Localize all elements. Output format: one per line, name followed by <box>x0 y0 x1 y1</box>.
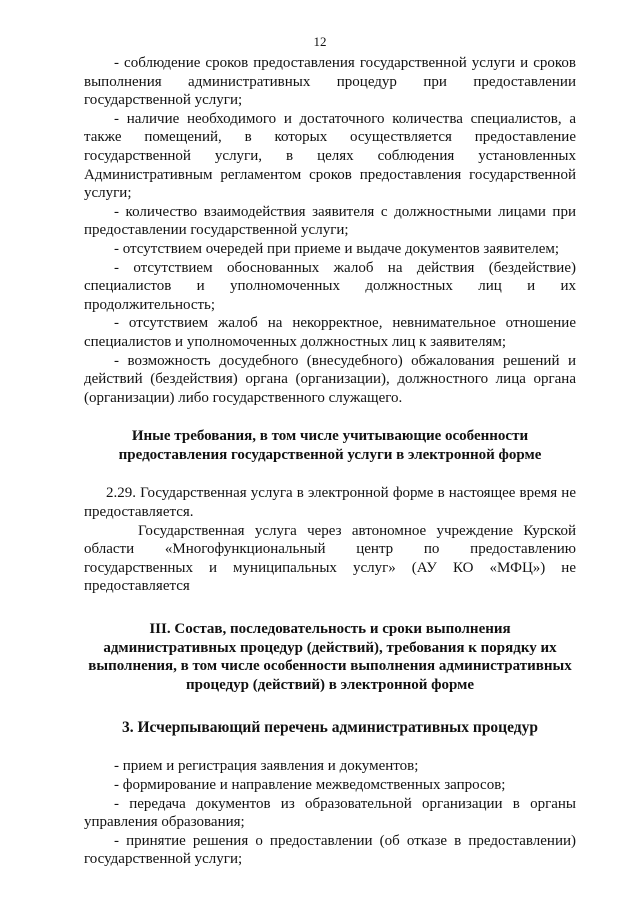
list-item: - количество взаимодействия заявителя с должностными лицами при предоставлении государственной услуги; <box>84 203 576 239</box>
list-item: - возможность досудебного (внесудебного) обжалования решений и действий (бездействия) органа (организации), должностного лица органа (организации) либо государственного служащего. <box>84 352 576 406</box>
list-item: - прием и регистрация заявления и документов; <box>114 758 419 775</box>
paragraph-2-29: 2.29. Государственная услуга в электронной форме в настоящее время не предоставляется. <box>84 485 576 521</box>
section-heading: Иные требования, в том числе учитывающие особенности предоставления государственной услуги в электронной форме <box>118 428 542 463</box>
list-item: - отсутствием обоснованных жалоб на действия (бездействие) специалистов и уполномоченных должностных лиц и их продолжительность; <box>84 259 576 313</box>
list-item: - принятие решения о предоставлении (об отказе в предоставлении) государственной услуги; <box>84 832 576 868</box>
list-item: - передача документов из образовательной организации в органы управления образования; <box>84 795 576 831</box>
list-item: - соблюдение сроков предоставления государственной услуги и сроков выполнения административных процедур при предоставлении государственной услуги; <box>84 55 576 109</box>
list-item: - отсутствием очередей при приеме и выдаче документов заявителем; <box>114 240 560 257</box>
list-item: - формирование и направление межведомственных запросов; <box>114 777 506 793</box>
chapter-heading: III. Состав, последовательность и сроки выполнения административных процедур (действий), требования к порядку их выполнения, в том числе особенности выполнения административных процедур (действий) в электронной форме <box>88 621 572 693</box>
page-number: 12 <box>313 34 327 49</box>
list-item: - наличие необходимого и достаточного количества специалистов, а также помещений, в которых осуществляется предоставление государственной услуги, в целях соблюдения установленных Административным регламентом сроков предоставления государственной услуги; <box>84 110 576 202</box>
subsection-heading: 3. Исчерпывающий перечень административных процедур <box>121 719 539 737</box>
paragraph-mfc: Государственная услуга через автономное учреждение Курской области «Многофункциональный центр по предоставлению государственных и муниципальных услуг» (АУ КО «МФЦ») не предоставляется <box>84 522 576 595</box>
list-item: - отсутствием жалоб на некорректное, невнимательное отношение специалистов и уполномоченных должностных лиц к заявителям; <box>84 315 576 350</box>
page-content <box>84 54 576 869</box>
